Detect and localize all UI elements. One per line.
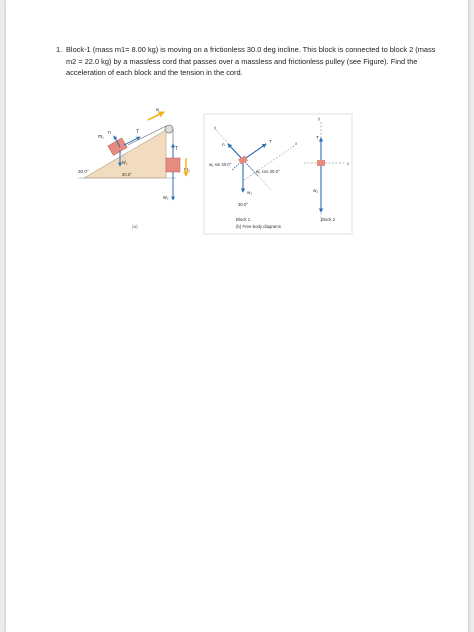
fbd1-normal-arrow: [228, 144, 243, 160]
block2-label: Block 2: [321, 217, 336, 222]
fbd1-w1-label: w₁: [247, 190, 252, 195]
fbd1-y-label: y: [214, 125, 217, 130]
fbd1-axis-x: [244, 146, 294, 180]
physics-figure: [66, 100, 366, 250]
angle-base: 30.0°: [78, 169, 89, 174]
angle-block: 30.0°: [122, 172, 132, 177]
problem-number: 1.: [56, 45, 63, 54]
block1-label: Block 1: [236, 217, 251, 222]
fbd1-x-label: x: [295, 141, 298, 146]
fbd1-n-label: n: [222, 142, 225, 147]
fbd1-w1cos-label: w₁ cos 30.0°: [256, 169, 280, 174]
label-w2: w₂: [163, 195, 169, 201]
fbd2-x-label: x: [347, 161, 350, 166]
tension-arrow-m1: [124, 137, 140, 145]
block-m2: [166, 158, 180, 172]
fbd2-y-label: y: [318, 116, 321, 121]
problem-text: Block-1 (mass m1= 8.00 kg) is moving on a frictionless 30.0 deg incline. This block is connected to block 2 (mass m2 = 22.0 kg) by a massless cord that passes over a massless and frictionless pulley (see Figure). Find the acceleration of each block and the tension in the cord.: [66, 45, 436, 78]
fbd1-w1sin-label: w₁ sin 30.0°: [209, 162, 232, 167]
label-T-left: T: [136, 129, 140, 135]
label-T-right: T: [175, 146, 179, 152]
figure-a: [78, 107, 190, 229]
pulley: [165, 125, 173, 133]
figure-svg: [66, 100, 366, 250]
block-m1: [108, 138, 127, 156]
fbd-frame: [204, 114, 352, 234]
caption-a: (a): [132, 224, 138, 229]
figure-b: [204, 114, 352, 234]
accel-arrow-m1: [148, 112, 164, 120]
problem-statement: [56, 44, 446, 79]
incline: [84, 130, 166, 178]
fbd1-angle: 30.0°: [238, 202, 249, 207]
document-page: [6, 0, 468, 632]
label-a: a: [156, 107, 159, 113]
fbd2-w2-label: w₂: [313, 188, 319, 193]
caption-b: (b) Free-body diagrams: [236, 224, 281, 229]
label-m2: m₂: [184, 167, 191, 173]
label-w1: w₁: [122, 160, 128, 166]
fbd2-block: [317, 160, 325, 166]
label-n: n: [108, 130, 111, 136]
fbd2-T-label: T: [316, 135, 319, 140]
fbd1-T-label: T: [269, 139, 272, 144]
fbd1-tension-arrow: [243, 144, 266, 160]
label-m1: m₁: [98, 134, 104, 140]
